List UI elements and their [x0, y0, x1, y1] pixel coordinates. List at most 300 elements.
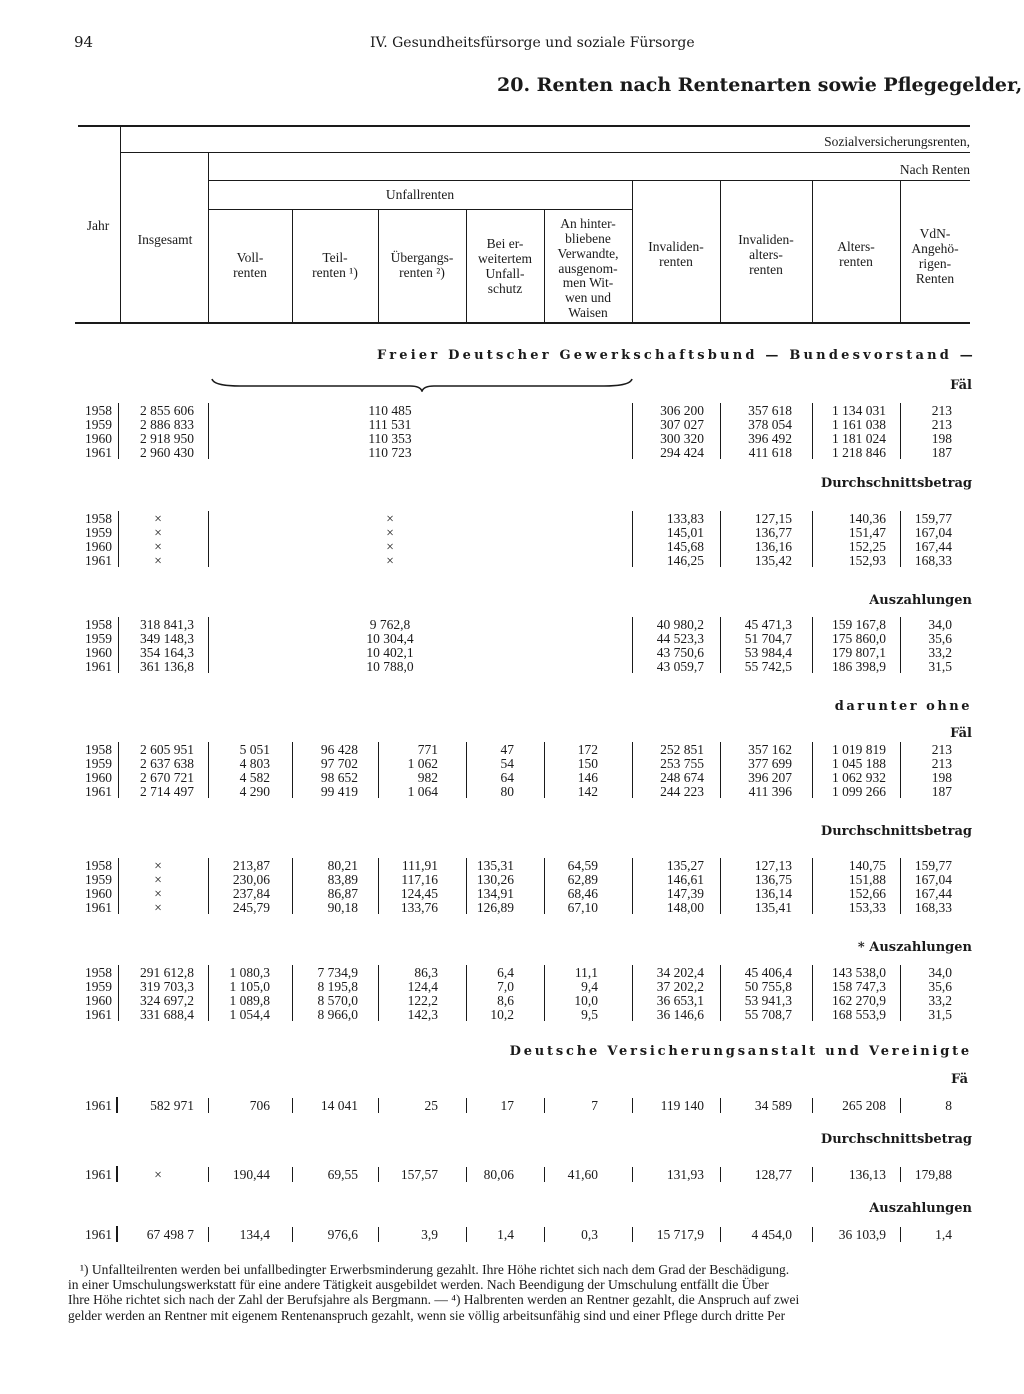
alt-cell: 1 181 024: [832, 431, 886, 446]
insgesamt-cell: ×: [154, 900, 162, 915]
erw-cell: 10,2: [490, 1007, 514, 1022]
unfall-cell: 110 353: [368, 431, 412, 446]
insgesamt-cell: 67 498 7: [146, 1227, 194, 1242]
column-divider: [900, 742, 901, 798]
teil-cell: 97 702: [320, 756, 358, 771]
invalt-cell: 50 755,8: [744, 979, 792, 994]
section-dva: Deutsche Versicherungsanstalt und Vereinigte: [509, 1044, 972, 1059]
insgesamt-cell: 291 612,8: [140, 965, 194, 980]
top-rule: [78, 125, 970, 127]
header-line: Invaliden-: [738, 232, 794, 247]
year-cell: 1961: [85, 900, 112, 915]
column-divider: [292, 965, 293, 1021]
hint-cell: 64,59: [567, 858, 598, 873]
year-cell: 1958: [85, 617, 112, 632]
alt-cell: 175 860,0: [832, 631, 886, 646]
column-divider: [208, 1098, 209, 1113]
alt-cell: 151,47: [848, 525, 886, 540]
column-divider: [812, 965, 813, 1021]
column-divider: [544, 742, 545, 798]
column-divider: [812, 1167, 813, 1182]
column-divider: [544, 1098, 545, 1113]
teil-cell: 90,18: [327, 900, 358, 915]
ueber-cell: 111,91: [401, 858, 438, 873]
erw-cell: 1,4: [497, 1227, 514, 1242]
inv-cell: 294 424: [660, 445, 704, 460]
header-line: rigen-: [918, 255, 952, 271]
inv-cell: 145,01: [666, 525, 704, 540]
label-auszahlungen-3: Auszahlungen: [869, 1201, 972, 1216]
header-line: Angehö-: [911, 240, 959, 256]
column-divider: [466, 1227, 467, 1242]
column-divider: [208, 1227, 209, 1242]
header-line: alters-: [749, 246, 783, 262]
hint-cell: 68,46: [567, 886, 598, 901]
header-line: schutz: [487, 280, 523, 296]
insgesamt-cell: 2 960 430: [140, 445, 194, 460]
invalt-cell: 45 471,3: [744, 617, 792, 632]
column-divider: [812, 1227, 813, 1242]
insgesamt-cell: ×: [154, 872, 162, 887]
label-auszahlungen: Auszahlungen: [869, 593, 972, 608]
footnote-line: in einer Umschulungswerkstatt für eine andere Tätigkeit ausgebildet werden. Nach Beendigung der Umschulung entfällt die Über: [68, 1277, 769, 1292]
header-line: men Wit-: [562, 275, 614, 291]
column-divider: [466, 858, 467, 914]
invalt-cell: 127,15: [754, 511, 792, 526]
invalt-cell: 411 618: [748, 445, 792, 460]
insgesamt-cell: 318 841,3: [140, 617, 194, 632]
alt-cell: 1 045 188: [832, 756, 886, 771]
footnote-line: ¹) Unfallteilrenten werden bei unfallbedingter Erwerbsminderung gezahlt. Ihre Höhe richtet sich nach dem Grad der Beschädigung.: [80, 1262, 790, 1277]
hint-cell: 9,4: [581, 979, 598, 994]
column-divider: [378, 742, 379, 798]
header-vdn: [900, 227, 970, 286]
label-faelle-2: Fäl: [950, 726, 972, 741]
ueber-cell: 133,76: [400, 900, 438, 915]
hint-cell: 9,5: [581, 1007, 598, 1022]
vdn-cell: 168,33: [914, 553, 952, 568]
year-cell: 1960: [85, 539, 112, 554]
unfall-cell: 10 788,0: [366, 659, 414, 674]
unfall-cell: ×: [386, 539, 394, 554]
column-divider: [118, 617, 119, 673]
year-cell: 1959: [85, 631, 112, 646]
hint-cell: 172: [577, 742, 598, 757]
column-divider: [544, 858, 545, 914]
unfall-cell: ×: [386, 553, 394, 568]
invalt-cell: 396 492: [748, 431, 792, 446]
header-teilrenten: [292, 251, 378, 281]
unfall-cell: ×: [386, 511, 394, 526]
vdn-cell: 167,04: [914, 872, 952, 887]
inv-cell: 36 146,6: [656, 1007, 704, 1022]
column-divider: [900, 1167, 901, 1182]
insgesamt-cell: 361 136,8: [140, 659, 194, 674]
inv-cell: 34 202,4: [656, 965, 704, 980]
erw-cell: 135,31: [476, 858, 514, 873]
column-divider: [466, 1098, 467, 1113]
inv-cell: 248 674: [660, 770, 704, 785]
teil-cell: 8 966,0: [317, 1007, 358, 1022]
invalt-cell: 377 699: [748, 756, 792, 771]
invalt-cell: 136,16: [754, 539, 792, 554]
erw-cell: 126,89: [476, 900, 514, 915]
unfall-cell: 110 723: [368, 445, 412, 460]
column-divider: [812, 858, 813, 914]
alt-cell: 136,13: [848, 1167, 886, 1182]
invalt-cell: 4 454,0: [751, 1227, 792, 1242]
vdn-cell: 35,6: [928, 979, 952, 994]
vdn-cell: 213: [931, 742, 952, 757]
insgesamt-cell: ×: [154, 858, 162, 873]
column-divider: [900, 403, 901, 459]
insgesamt-cell: ×: [154, 539, 162, 554]
header-line: ausgenom-: [558, 260, 618, 276]
column-divider: [208, 742, 209, 798]
column-divider: [900, 511, 901, 567]
header-jahr: Jahr: [86, 218, 110, 233]
header-rule-1: [120, 152, 970, 153]
teil-cell: 976,6: [327, 1227, 358, 1242]
alt-cell: 153,33: [848, 900, 886, 915]
vdn-cell: 213: [931, 417, 952, 432]
header-line: An hinter-: [560, 216, 616, 231]
column-divider: [632, 511, 633, 567]
teil-cell: 99 419: [320, 784, 358, 799]
year-cell: 1961: [85, 784, 112, 799]
column-divider: [466, 742, 467, 798]
header-vollrenten: [208, 251, 292, 281]
vdn-cell: 198: [931, 770, 952, 785]
column-divider: [720, 511, 721, 567]
vdn-cell: 159,77: [914, 511, 952, 526]
invalt-cell: 357 618: [748, 403, 792, 418]
footnote-line: gelder werden an Rentner mit eigenem Rentenanspruch gezahlt, wenn sie völlig arbeitsunfähig sind und einer Pflege durch dritte Per: [68, 1308, 786, 1323]
year-cell: 1960: [85, 886, 112, 901]
year-cell: 1960: [85, 770, 112, 785]
year-cell: 1961: [85, 445, 112, 460]
hint-cell: 41,60: [567, 1167, 598, 1182]
alt-cell: 152,25: [848, 539, 886, 554]
alt-cell: 152,66: [848, 886, 886, 901]
inv-cell: 44 523,3: [656, 631, 704, 646]
column-divider: [208, 858, 209, 914]
inv-cell: 147,39: [666, 886, 704, 901]
alt-cell: 1 019 819: [832, 742, 886, 757]
voll-cell: 1 054,4: [229, 1007, 270, 1022]
column-divider: [632, 965, 633, 1021]
year-cell: 1958: [85, 742, 112, 757]
column-divider: [378, 965, 379, 1021]
erw-cell: 6,4: [497, 965, 514, 980]
voll-cell: 245,79: [232, 900, 270, 915]
unfall-cell: 9 762,8: [369, 617, 411, 632]
year-cell: 1958: [85, 511, 112, 526]
column-divider: [900, 1098, 901, 1113]
year-cell: 1958: [85, 403, 112, 418]
invalt-cell: 53 941,3: [744, 993, 792, 1008]
ueber-cell: 157,57: [400, 1167, 438, 1182]
year-cell: 1961: [85, 553, 112, 568]
header-unfallrenten: Unfallrenten: [385, 187, 455, 202]
ueber-cell: 142,3: [407, 1007, 438, 1022]
invalt-cell: 55 742,5: [744, 659, 792, 674]
header-line: Unfall-: [485, 265, 525, 281]
insgesamt-cell: ×: [154, 511, 162, 526]
inv-cell: 253 755: [660, 756, 704, 771]
column-divider: [208, 1167, 209, 1182]
voll-cell: 706: [249, 1098, 270, 1113]
header-invalidenrenten: [632, 240, 720, 270]
vdn-cell: 1,4: [935, 1227, 952, 1242]
column-divider: [466, 1167, 467, 1182]
column-divider: [720, 1098, 721, 1113]
erw-cell: 17: [500, 1098, 514, 1113]
insgesamt-cell: 2 714 497: [140, 784, 194, 799]
header-line: renten ¹): [312, 264, 358, 280]
column-divider: [544, 1227, 545, 1242]
header-uebergangsrenten: [378, 251, 466, 281]
insgesamt-cell: 2 886 833: [140, 417, 194, 432]
inv-cell: 119 140: [660, 1098, 704, 1113]
column-divider: [900, 858, 901, 914]
inv-cell: 244 223: [660, 784, 704, 799]
invalt-cell: 45 406,4: [744, 965, 792, 980]
insgesamt-cell: 2 918 950: [140, 431, 194, 446]
year-cell: 1960: [85, 645, 112, 660]
alt-cell: 1 099 266: [832, 784, 886, 799]
vdn-cell: 34,0: [928, 617, 952, 632]
erw-cell: 80,06: [483, 1167, 514, 1182]
unfall-cell: 111 531: [368, 417, 412, 432]
column-divider: [720, 858, 721, 914]
inv-cell: 40 980,2: [656, 617, 704, 632]
column-divider: [118, 858, 119, 914]
column-divider: [900, 617, 901, 673]
voll-cell: 4 803: [239, 756, 270, 771]
year-cell: 1959: [85, 756, 112, 771]
column-divider: [632, 1098, 633, 1113]
label-faelle-3: Fä: [951, 1072, 968, 1087]
inv-cell: 306 200: [660, 403, 704, 418]
ueber-cell: 124,45: [400, 886, 438, 901]
ueber-cell: 982: [417, 770, 438, 785]
insgesamt-cell: 2 855 606: [140, 403, 194, 418]
year-cell: 1961: [85, 1098, 112, 1113]
column-divider: [720, 1167, 721, 1182]
column-divider: [812, 617, 813, 673]
voll-cell: 4 290: [239, 784, 270, 799]
column-divider: [118, 965, 119, 1021]
header-line: Waisen: [568, 305, 608, 321]
column-divider: [208, 965, 209, 1021]
erw-cell: 130,26: [476, 872, 514, 887]
column-divider: [292, 1227, 293, 1242]
column-divider: [466, 965, 467, 1021]
erw-cell: 134,91: [476, 886, 514, 901]
alt-cell: 151,88: [848, 872, 886, 887]
year-cell: 1960: [85, 993, 112, 1008]
column-divider: [720, 617, 721, 673]
column-divider: [812, 403, 813, 459]
voll-cell: 237,84: [232, 886, 270, 901]
alt-cell: 1 134 031: [832, 403, 886, 418]
alt-cell: 1 218 846: [832, 445, 886, 460]
column-divider: [118, 742, 119, 798]
insgesamt-cell: 319 703,3: [140, 979, 194, 994]
column-divider: [116, 1226, 118, 1242]
erw-cell: 8,6: [497, 993, 514, 1008]
invalt-cell: 136,14: [754, 886, 792, 901]
header-altersrenten: [812, 240, 900, 270]
header-line: renten: [233, 264, 267, 280]
header-line: wen und: [564, 290, 612, 306]
invalt-cell: 411 396: [748, 784, 792, 799]
vdn-cell: 31,5: [928, 1007, 952, 1022]
alt-cell: 186 398,9: [832, 659, 886, 674]
inv-cell: 43 059,7: [656, 659, 704, 674]
teil-cell: 7 734,9: [317, 965, 358, 980]
vdn-cell: 168,33: [914, 900, 952, 915]
invalt-cell: 357 162: [748, 742, 792, 757]
ueber-cell: 124,4: [407, 979, 438, 994]
hint-cell: 0,3: [581, 1227, 598, 1242]
teil-cell: 83,89: [327, 872, 358, 887]
header-line: VdN-: [919, 226, 951, 241]
column-divider: [632, 1167, 633, 1182]
insgesamt-cell: ×: [154, 1167, 162, 1182]
alt-cell: 179 807,1: [832, 645, 886, 660]
year-cell: 1958: [85, 965, 112, 980]
column-divider: [720, 1227, 721, 1242]
alt-cell: 1 161 038: [832, 417, 886, 432]
erw-cell: 7,0: [497, 979, 514, 994]
vdn-cell: 179,88: [914, 1167, 952, 1182]
column-divider: [900, 1227, 901, 1242]
invalt-cell: 136,77: [754, 525, 792, 540]
hint-cell: 11,1: [574, 965, 598, 980]
ueber-cell: 1 064: [407, 784, 438, 799]
teil-cell: 80,21: [327, 858, 358, 873]
insgesamt-cell: 354 164,3: [140, 645, 194, 660]
header-line: renten: [839, 253, 873, 269]
column-divider: [900, 965, 901, 1021]
invalt-cell: 55 708,7: [744, 1007, 792, 1022]
header-rule-2: [208, 180, 970, 181]
unfall-cell: 10 402,1: [366, 645, 414, 660]
column-divider: [720, 742, 721, 798]
inv-cell: 146,61: [666, 872, 704, 887]
erw-cell: 47: [500, 742, 514, 757]
voll-cell: 134,4: [239, 1227, 270, 1242]
year-cell: 1959: [85, 979, 112, 994]
year-cell: 1958: [85, 858, 112, 873]
header-invalidenaltersrenten: [720, 233, 812, 278]
header-line: renten: [749, 261, 783, 277]
inv-cell: 135,27: [666, 858, 704, 873]
inv-cell: 131,93: [666, 1167, 704, 1182]
column-divider: [378, 1167, 379, 1182]
header-line: Bei er-: [486, 236, 524, 251]
erw-cell: 54: [500, 756, 514, 771]
column-divider: [812, 742, 813, 798]
column-divider: [544, 1167, 545, 1182]
hint-cell: 62,89: [567, 872, 598, 887]
column-divider: [292, 858, 293, 914]
header-rule-3: [208, 209, 632, 210]
invalt-cell: 34 589: [754, 1098, 792, 1113]
vdn-cell: 213: [931, 756, 952, 771]
invalt-cell: 135,41: [754, 900, 792, 915]
alt-cell: 158 747,3: [832, 979, 886, 994]
insgesamt-cell: 324 697,2: [140, 993, 194, 1008]
insgesamt-cell: 349 148,3: [140, 631, 194, 646]
inv-cell: 37 202,2: [656, 979, 704, 994]
column-divider: [292, 742, 293, 798]
year-cell: 1961: [85, 1227, 112, 1242]
insgesamt-cell: 2 605 951: [140, 742, 194, 757]
inv-cell: 15 717,9: [656, 1227, 704, 1242]
column-divider: [116, 1097, 118, 1113]
teil-cell: 8 195,8: [317, 979, 358, 994]
unfall-cell: 10 304,4: [366, 631, 414, 646]
vdn-cell: 159,77: [914, 858, 952, 873]
label-durchschnittsbetrag-3: Durchschnittsbetrag: [820, 1132, 972, 1147]
vdn-cell: 33,2: [928, 993, 952, 1008]
teil-cell: 69,55: [327, 1167, 358, 1182]
header-nach-renten: Nach Renten: [899, 162, 970, 177]
column-divider: [118, 511, 119, 567]
invalt-cell: 51 704,7: [744, 631, 792, 646]
unfall-cell: ×: [386, 525, 394, 540]
alt-cell: 140,75: [848, 858, 886, 873]
alt-cell: 143 538,0: [832, 965, 886, 980]
header-hinterbliebene: [544, 217, 632, 321]
column-divider: [208, 511, 209, 567]
vdn-cell: 187: [931, 445, 952, 460]
unfall-cell: 110 485: [368, 403, 412, 418]
hint-cell: 146: [577, 770, 598, 785]
insgesamt-cell: 331 688,4: [140, 1007, 194, 1022]
inv-cell: 133,83: [666, 511, 704, 526]
header-line: Voll-: [236, 250, 264, 265]
alt-cell: 1 062 932: [832, 770, 886, 785]
ueber-cell: 117,16: [401, 872, 438, 887]
insgesamt-cell: 2 637 638: [140, 756, 194, 771]
insgesamt-cell: ×: [154, 886, 162, 901]
ueber-cell: 1 062: [407, 756, 438, 771]
header-line: weitertem: [478, 250, 532, 266]
header-line: Invaliden-: [648, 239, 704, 254]
inv-cell: 145,68: [666, 539, 704, 554]
inv-cell: 252 851: [660, 742, 704, 757]
vdn-cell: 187: [931, 784, 952, 799]
insgesamt-cell: 2 670 721: [140, 770, 194, 785]
inv-cell: 148,00: [666, 900, 704, 915]
vdn-cell: 8: [945, 1098, 952, 1113]
column-divider: [208, 617, 209, 673]
vdn-cell: 35,6: [928, 631, 952, 646]
invalt-cell: 127,13: [754, 858, 792, 873]
brace-icon: [210, 376, 634, 392]
column-divider: [378, 858, 379, 914]
voll-cell: 1 089,8: [229, 993, 270, 1008]
teil-cell: 8 570,0: [317, 993, 358, 1008]
column-divider: [632, 403, 633, 459]
hint-cell: 7: [591, 1098, 598, 1113]
header-line: Alters-: [837, 239, 875, 254]
vdn-cell: 167,44: [914, 886, 952, 901]
